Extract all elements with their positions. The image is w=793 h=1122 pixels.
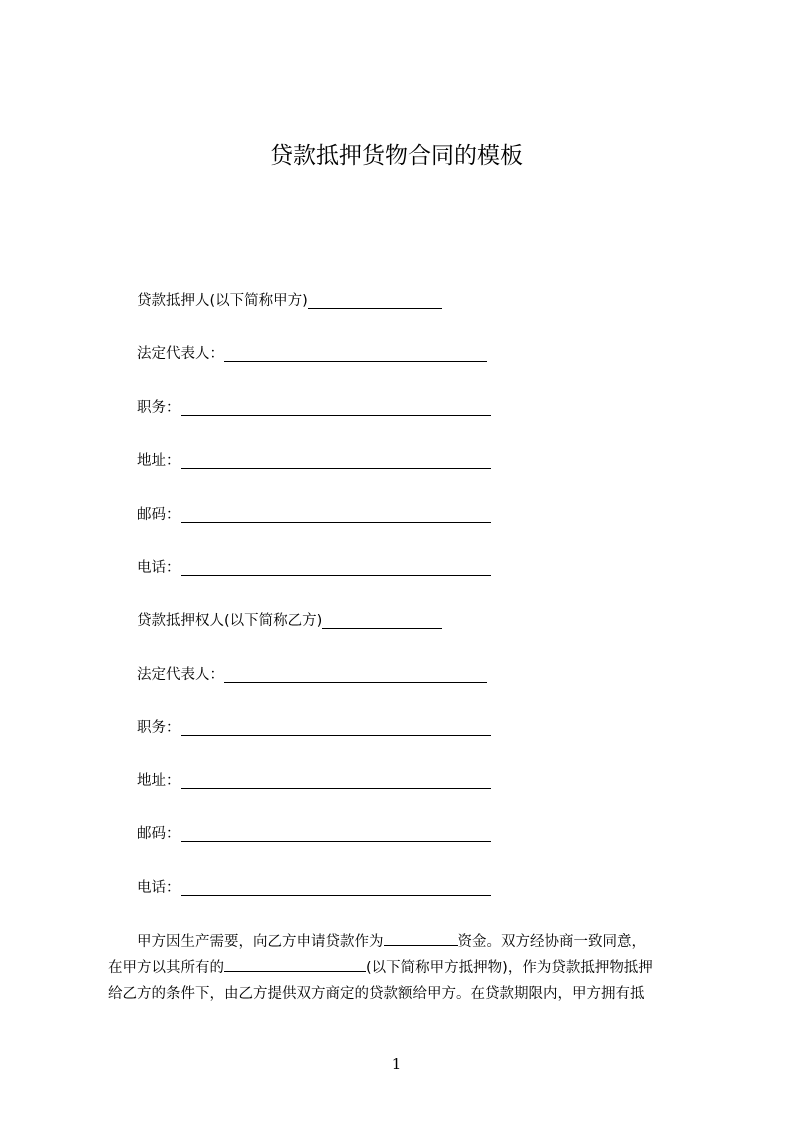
party-b-name-blank — [322, 612, 442, 629]
body-line-1-end: 资金。双方经协商一致同意， — [457, 934, 646, 950]
body-line-2-start: 在甲方以其所有的 — [108, 960, 224, 976]
body-line-2 — [108, 955, 698, 981]
document-title: 贷款抵押货物合同的模板 — [270, 143, 523, 169]
party-b-rep-label: 法定代表人： — [137, 667, 224, 683]
party-a-phone-blank — [181, 559, 491, 576]
party-a-position-blank — [181, 399, 491, 416]
page-number: 1 — [391, 1055, 402, 1073]
party-b-postcode-label: 邮码： — [137, 826, 181, 842]
party-b-phone-blank — [181, 879, 491, 896]
party-a-position-row — [137, 397, 491, 419]
party-a-address-row — [137, 450, 491, 472]
party-a-phone-label: 电话： — [137, 560, 181, 576]
party-b-address-label: 地址： — [137, 773, 181, 789]
body-line-2-end: (以下简称甲方抵押物)，作为贷款抵押物抵押 — [366, 960, 653, 976]
party-a-position-label: 职务： — [137, 400, 181, 416]
body-line-1-start: 甲方因生产需要，向乙方申请贷款作为 — [137, 934, 384, 950]
party-a-phone-row — [137, 557, 491, 579]
party-b-phone-row — [137, 877, 491, 899]
party-b-address-row — [137, 770, 491, 792]
body-collateral-blank — [224, 956, 366, 972]
party-a-rep-blank — [224, 345, 487, 362]
party-a-postcode-label: 邮码： — [137, 507, 181, 523]
party-b-rep-blank — [224, 666, 487, 683]
party-b-heading-row — [137, 610, 442, 632]
party-b-position-label: 职务： — [137, 720, 181, 736]
party-b-postcode-row — [137, 823, 491, 845]
party-a-rep-label: 法定代表人： — [137, 346, 224, 362]
party-a-postcode-row — [137, 504, 491, 526]
party-b-heading: 贷款抵押权人(以下简称乙方) — [137, 613, 323, 629]
party-b-rep-row — [137, 664, 487, 686]
body-line-3 — [108, 981, 698, 1007]
party-b-postcode-blank — [181, 825, 491, 842]
party-b-position-blank — [181, 719, 491, 736]
party-a-postcode-blank — [181, 506, 491, 523]
party-b-address-blank — [181, 772, 491, 789]
party-b-phone-label: 电话： — [137, 880, 181, 896]
party-a-heading-row — [137, 290, 442, 312]
body-line-1 — [108, 929, 698, 955]
party-a-name-blank — [308, 292, 442, 309]
party-a-address-blank — [181, 452, 491, 469]
body-line-3-text: 给乙方的条件下，由乙方提供双方商定的贷款额给甲方。在贷款期限内，甲方拥有抵 — [108, 986, 645, 1002]
party-b-position-row — [137, 717, 491, 739]
body-purpose-blank — [384, 930, 458, 946]
party-a-address-label: 地址： — [137, 453, 181, 469]
party-a-rep-row — [137, 343, 487, 365]
party-a-heading: 贷款抵押人(以下简称甲方) — [137, 293, 308, 309]
